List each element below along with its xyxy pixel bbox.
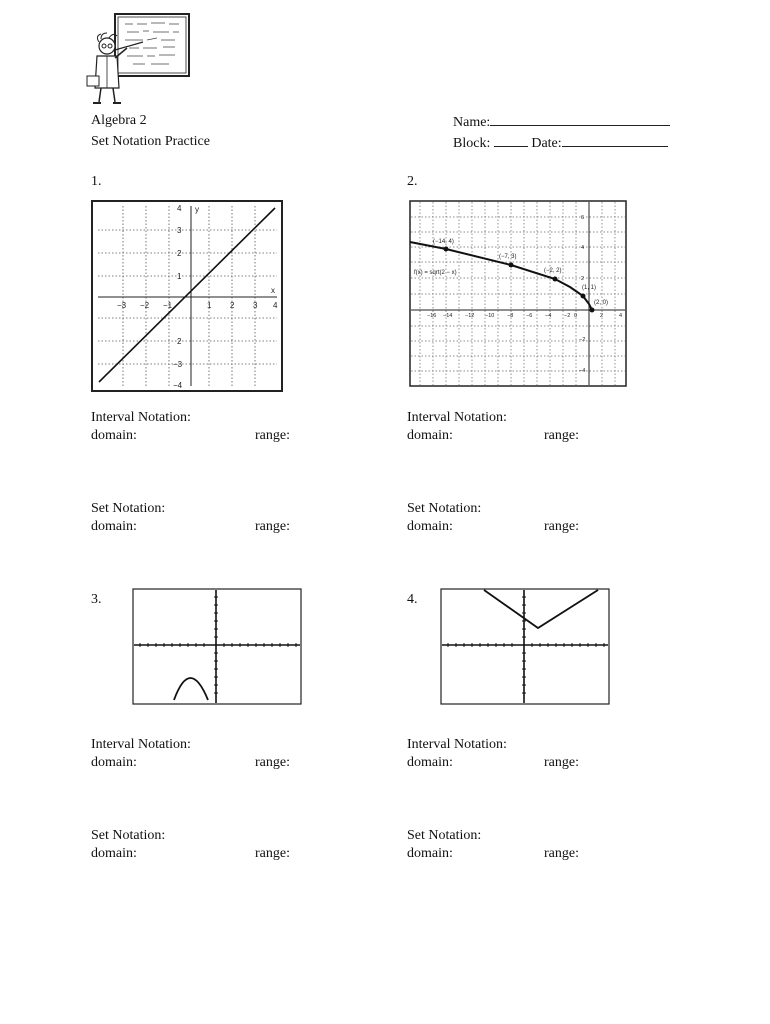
graph1-y-tick: 2 [177,337,182,346]
problem-number-4: 4. [407,592,418,607]
graph2-point-label: (−2, 2) [544,268,562,274]
graph2-x-tick: −8 [507,313,514,319]
graph1-x-tick: 4 [273,301,278,310]
graph2-x-tick: 4 [619,313,623,319]
graph2-x-tick: −12 [465,313,475,319]
graph2-y-tick: 6 [581,215,585,221]
graph2-function-label: f(x) = sqrt(2 − x) [414,270,457,276]
domain-label: domain: [91,428,137,443]
set-notation-label-1: Set Notation: [91,501,166,516]
graph2-point-label: (1, 1) [582,285,597,291]
graph2-x-tick: −4 [545,313,552,319]
graph1-x-tick: 2 [230,301,235,310]
graph2-x-tick: −6 [526,313,533,319]
graph2-point-label: (−14, 4) [433,239,454,245]
professor-chalkboard-illustration [85,10,193,108]
set-notation-label-3: Set Notation: [91,828,166,843]
graph2-x-tick: −16 [427,313,437,319]
range-label: range: [255,755,290,770]
range-label: range: [255,519,290,534]
worksheet-title: Set Notation Practice [91,134,210,149]
range-label: range: [544,846,579,861]
range-label: range: [544,519,579,534]
graph-4 [440,588,610,705]
graph2-x-tick: −2 [564,313,571,319]
domain-label: domain: [91,519,137,534]
problem-number-1: 1. [91,174,102,189]
graph1-y-tick: 2 [177,249,182,258]
graph1-y-tick: 4 [177,204,182,213]
graph2-point-label: (−7, 3) [499,254,517,260]
interval-notation-label-2: Interval Notation: [407,410,507,425]
graph1-x-tick: −2 [140,301,150,310]
graph1-x-tick: 3 [253,301,258,310]
graph2-x-tick: 2 [600,313,604,319]
graph2-y-tick: −4 [579,368,586,374]
problem-number-2: 2. [407,174,418,189]
name-field[interactable] [453,113,670,131]
domain-label: domain: [407,428,453,443]
graph1-x-tick: −3 [117,301,127,310]
graph1-y-tick: 1 [177,272,182,281]
domain-label: domain: [407,519,453,534]
interval-notation-label-4: Interval Notation: [407,737,507,752]
date-blank[interactable] [562,134,668,147]
block-date-field[interactable] [453,134,668,152]
graph-3 [132,588,302,705]
name-blank[interactable] [490,113,670,126]
graph2-x-tick: 0 [574,313,578,319]
graph2-y-tick: 4 [581,245,585,251]
set-notation-label-4: Set Notation: [407,828,482,843]
graph2-point-label: (2, 0) [594,300,609,306]
name-label: Name: [453,115,491,130]
set-notation-label-2: Set Notation: [407,501,482,516]
graph1-x-tick: 1 [207,301,212,310]
block-label: Block: [453,136,491,151]
range-label: range: [544,428,579,443]
domain-label: domain: [407,755,453,770]
course-name: Algebra 2 [91,113,147,128]
domain-label: domain: [91,755,137,770]
graph2-y-tick: −2 [579,337,586,343]
graph2-x-tick: −10 [485,313,495,319]
range-label: range: [544,755,579,770]
domain-label: domain: [407,846,453,861]
interval-notation-label-1: Interval Notation: [91,410,191,425]
graph-2 [409,200,627,387]
graph1-x-axis-label: x [271,286,275,295]
graph1-y-tick: 3 [177,226,182,235]
graph2-y-tick: 2 [581,276,585,282]
interval-notation-label-3: Interval Notation: [91,737,191,752]
block-blank[interactable] [494,134,528,147]
graph2-x-tick: −14 [443,313,453,319]
range-label: range: [255,428,290,443]
graph-1 [91,200,283,392]
problem-number-3: 3. [91,592,102,607]
domain-label: domain: [91,846,137,861]
graph1-x-tick: −1 [163,301,173,310]
date-label: Date: [531,136,562,151]
graph1-y-tick: −4 [173,381,183,390]
graph1-y-axis-label: y [195,205,199,214]
graph1-y-tick: −3 [173,360,183,369]
range-label: range: [255,846,290,861]
